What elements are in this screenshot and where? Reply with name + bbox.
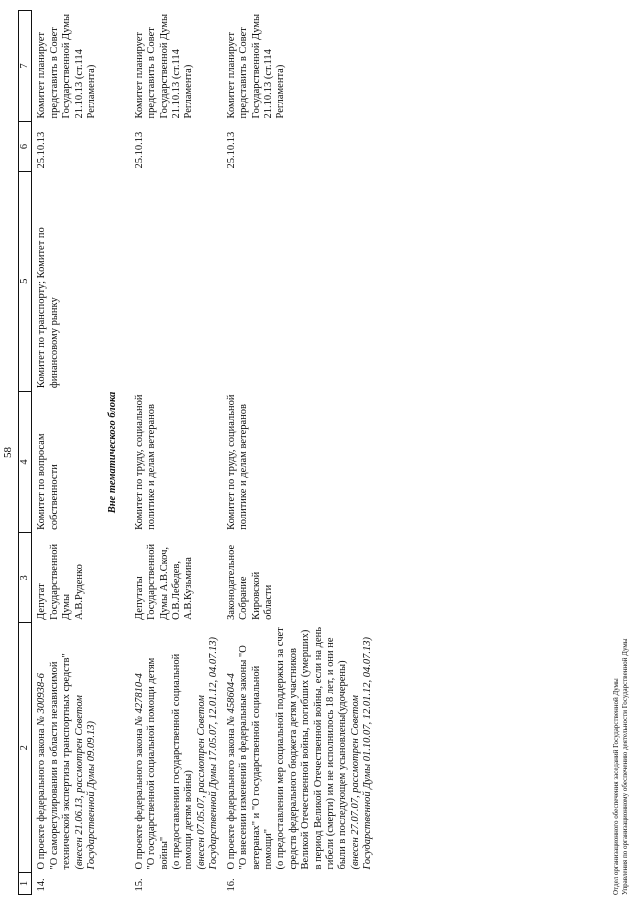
bill-history-note: (внесен 21.06.13, рассмотрен Советом Государственной Думы 09.09.13) [73, 695, 98, 870]
bill-title [222, 623, 376, 873]
bill-title [32, 623, 100, 873]
footer [612, 639, 630, 895]
row-number: 15. [133, 878, 145, 892]
footer-line: Отдел организационного обеспечения заседаний Государственной Думы [612, 678, 620, 895]
responsible-committee: Комитет по труду, социальной политике и делам ветеранов [225, 394, 250, 530]
bill-number: № 427810-4 [133, 673, 145, 726]
bill-subject-note: (о предоставлении мер социальной поддержки за счет средств федерального бюджета детям участников Великой Отечественной войны, погибших (умерших) в период Великой Отечественной войны, если на день гибели (смерти) им не исполнилось 18 лет, и они не были в последующем усыновлены(удочерены) [275, 626, 349, 870]
footer-line: Управления по организационному обеспечению деятельности Государственной Думы [621, 638, 629, 895]
bill-name: "О внесении изменений в федеральные законы "О ветеранах" и "О государственной социальной помощи" [238, 645, 274, 870]
column-header: 6 [19, 122, 32, 172]
co-committee [130, 171, 222, 391]
bill-title-prefix: О проекте федерального закона [133, 725, 145, 870]
bill-name: "О саморегулировании в области независимой технической экспертизы транспортных средств" [48, 653, 73, 870]
bill-title-prefix: О проекте федерального закона [225, 725, 237, 870]
page-number: 58 [2, 447, 14, 458]
column-header: 5 [19, 171, 32, 391]
bill-title-prefix: О проекте федерального закона [36, 725, 48, 870]
bill-subject-note: (о предоставлении государственной социальной помощи детям войны) [171, 653, 195, 870]
row-number: 16. [225, 878, 237, 892]
status-note: Комитет планирует представить в Совет Государственной Думы 21.10.13 (ст.114 Регламента) [225, 13, 287, 119]
responsible-committee: Комитет по вопросам собственности [36, 433, 60, 530]
agenda-row [130, 11, 222, 895]
status-note: Комитет планирует представить в Совет Государственной Думы 21.10.13 (ст.114 Регламента) [36, 13, 98, 119]
agenda-row [32, 11, 100, 895]
deadline-date: 25.10.13 [225, 131, 237, 169]
bill-number: № 458604-4 [225, 673, 237, 726]
bill-author: Законодательное Собрание Кировской области [225, 544, 274, 620]
deadline-date: 25.10.13 [133, 131, 145, 169]
row-number: 14. [36, 878, 48, 892]
bill-history-note: (внесен 27.07.07, рассмотрен Советом Государственной Думы 01.10.07, 12.01.12, 04.07.13) [349, 637, 374, 870]
column-header: 7 [19, 11, 32, 122]
co-committee [222, 171, 376, 391]
bill-author: Депутаты Государственной Думы А.В.Скоч, О.В.Лебедев, А.В.Кузьмина [133, 543, 195, 620]
co-committee: Комитет по транспорту; Комитет по финансовому рынку [36, 227, 60, 389]
column-header: 2 [19, 623, 32, 873]
agenda-grid [18, 10, 376, 895]
column-header: 3 [19, 533, 32, 623]
bill-number: № 300938-6 [36, 673, 48, 726]
responsible-committee: Комитет по труду, социальной политике и делам ветеранов [133, 394, 158, 530]
column-header: 1 [19, 873, 32, 895]
deadline-date: 25.10.13 [36, 131, 48, 169]
column-header-row [19, 11, 32, 895]
bill-history-note: (внесен 07.05.07, рассмотрен Советом Государственной Думы 17.05.07, 12.01.12, 04.07.13) [195, 637, 220, 870]
bill-title [130, 623, 222, 873]
section-title: Вне тематического блока [107, 391, 119, 514]
status-note: Комитет планирует представить в Совет Государственной Думы 21.10.13 (ст.114 Регламента) [133, 13, 195, 119]
column-header: 4 [19, 391, 32, 533]
bill-name: "О государственной социальной помощи детям войны" [146, 657, 170, 870]
agenda-row [222, 11, 376, 895]
bill-author: Депутат Государственной Думы А.В.Руденко [36, 543, 85, 620]
